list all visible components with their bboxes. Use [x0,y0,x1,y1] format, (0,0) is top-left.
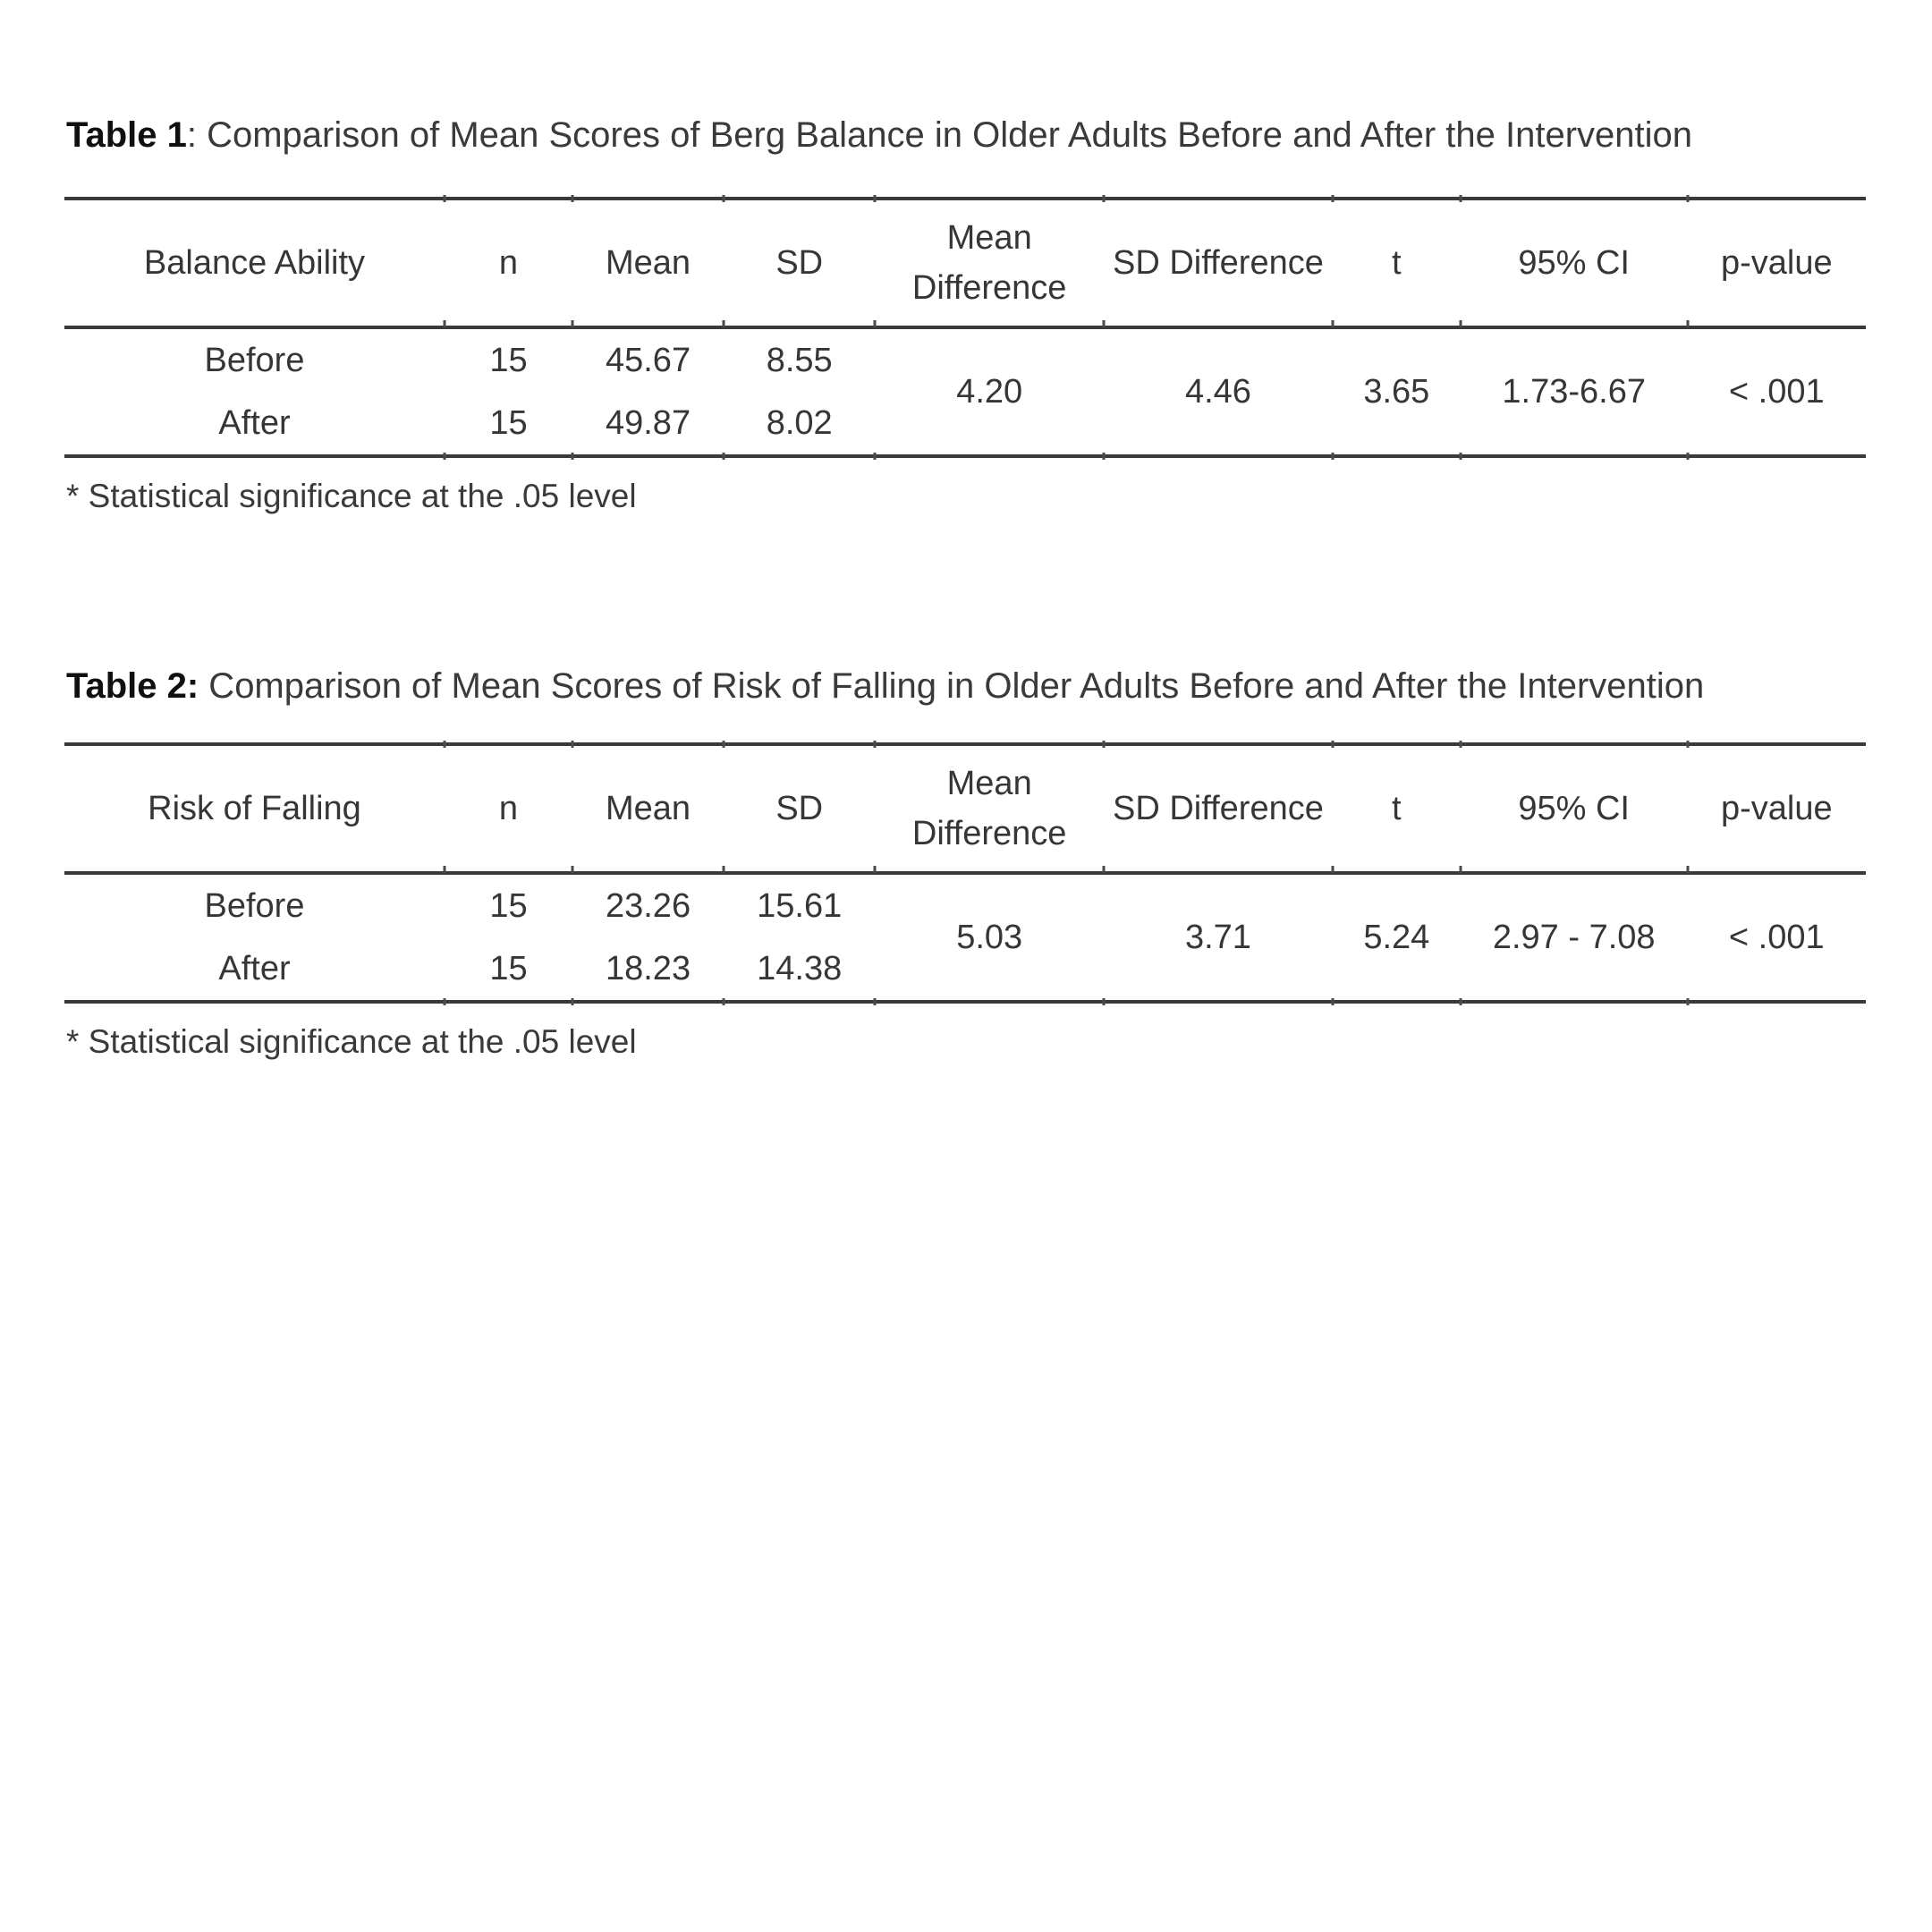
table2-caption-text: Comparison of Mean Scores of Risk of Falling in Older Adults Before and After the Intervention [199,666,1705,706]
n-cell: 15 [489,403,528,442]
mean-difference-cell: 4.20 [956,372,1023,411]
col-header-sd: SD [724,744,875,873]
table1-header-row [64,199,1866,327]
col-header-group: Risk of Falling [64,744,445,873]
ci-cell: 2.97 - 7.08 [1492,918,1656,956]
row-label-cell: After [218,949,291,987]
mean-cell: 18.23 [605,949,691,987]
p-value-cell: < .001 [1728,372,1825,411]
col-header-mean-difference: Mean Difference [875,199,1104,327]
col-header-sd-difference: SD Difference [1104,744,1333,873]
table1-row-before [64,327,1866,392]
n-cell: 15 [489,886,528,925]
p-value-cell: < .001 [1728,918,1825,956]
sd-difference-cell: 4.46 [1184,372,1251,411]
table2-row-before [64,873,1866,937]
n-cell: 15 [489,341,528,379]
col-header-t: t [1333,744,1461,873]
col-header-n: n [445,744,572,873]
n-cell: 15 [489,949,528,987]
table1-footnote: * Statistical significance at the .05 level [66,478,637,514]
mean-cell: 49.87 [605,403,691,442]
col-header-mean-difference: Mean Difference [875,744,1104,873]
table1-caption-label: Table 1 [66,115,187,155]
mean-cell: 45.67 [605,341,691,379]
col-header-t: t [1333,199,1461,327]
sd-cell: 15.61 [757,886,843,925]
sd-cell: 8.55 [766,341,833,379]
t-cell: 5.24 [1363,918,1430,956]
t-cell: 3.65 [1363,372,1430,411]
mean-difference-cell: 5.03 [956,918,1023,956]
row-label-cell: Before [204,341,305,379]
col-header-sd: SD [724,199,875,327]
table2-header-row [64,744,1866,873]
table1-caption-text: : Comparison of Mean Scores of Berg Balance in Older Adults Before and After the Intervention [186,115,1693,155]
table2-grid [64,742,1866,1004]
table2 [64,742,1866,1004]
col-header-p-value: p-value [1688,199,1866,327]
table2-caption [66,664,1704,708]
col-header-mean: Mean [572,744,724,873]
col-header-sd-difference: SD Difference [1104,199,1333,327]
sd-cell: 14.38 [757,949,843,987]
col-header-p-value: p-value [1688,744,1866,873]
col-header-n: n [445,199,572,327]
table2-footnote: * Statistical significance at the .05 level [66,1023,637,1060]
table1-grid [64,197,1866,458]
col-header-ci: 95% CI [1461,199,1688,327]
table2-caption-label: Table 2: [66,666,199,706]
sd-cell: 8.02 [766,403,833,442]
mean-cell: 23.26 [605,886,691,925]
col-header-mean: Mean [572,199,724,327]
table1 [64,197,1866,458]
row-label-cell: After [218,403,291,442]
sd-difference-cell: 3.71 [1184,918,1251,956]
table1-caption [66,113,1692,157]
col-header-group: Balance Ability [64,199,445,327]
col-header-ci: 95% CI [1461,744,1688,873]
ci-cell: 1.73-6.67 [1502,372,1646,411]
row-label-cell: Before [204,886,305,925]
